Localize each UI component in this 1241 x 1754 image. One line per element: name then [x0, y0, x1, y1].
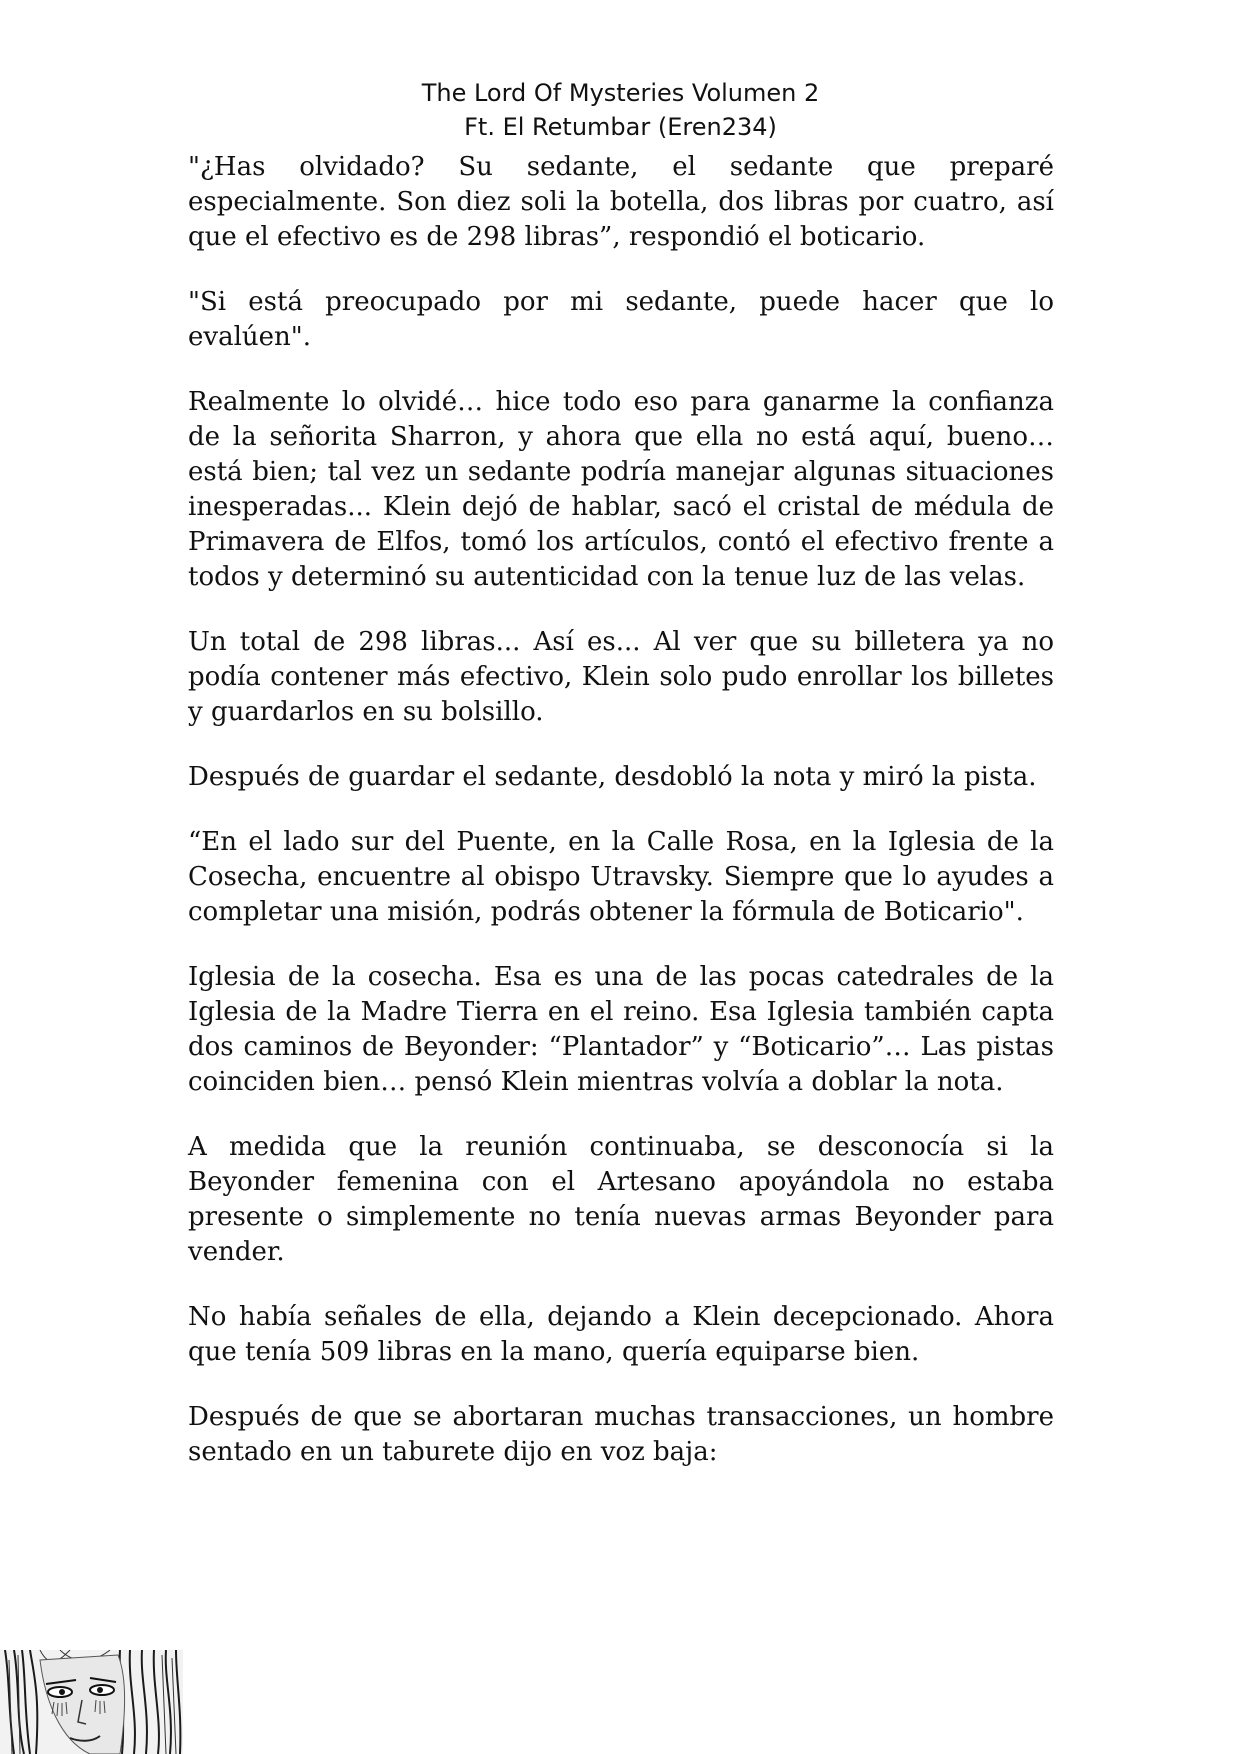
paragraph: Realmente lo olvidé… hice todo eso para ganarme la confianza de la señorita Sharron, y ahora que ella no está aquí, bueno… está bien; tal vez un sedante podría manejar algunas situaciones inesperadas... Klein dejó de hablar, sacó el cristal de médula de Primavera de Elfos, tomó los artículos, contó el efectivo frente a todos y determinó su autenticidad con la tenue luz de las velas. — [188, 387, 1054, 592]
paragraph: No había señales de ella, dejando a Klein decepcionado. Ahora que tenía 509 libras en la mano, quería equiparse bien. — [188, 1302, 1054, 1367]
paragraph: Después de guardar el sedante, desdobló la nota y miró la pista. — [188, 762, 1037, 792]
document-subtitle: Ft. El Retumbar (Eren234) — [464, 113, 777, 141]
body-text — [188, 150, 1054, 1500]
paragraph: Un total de 298 libras... Así es... Al ver que su billetera ya no podía contener más efectivo, Klein solo pudo enrollar los billetes y guardarlos en su bolsillo. — [188, 627, 1054, 727]
paragraph: “En el lado sur del Puente, en la Calle Rosa, en la Iglesia de la Cosecha, encuentre al obispo Utravsky. Siempre que lo ayudes a completar una misión, podrás obtener la fórmula de Boticario". — [188, 827, 1054, 927]
document-title: The Lord Of Mysteries Volumen 2 — [421, 79, 820, 107]
portrait-sketch-icon — [0, 1650, 183, 1754]
paragraph: "¿Has olvidado? Su sedante, el sedante que preparé especialmente. Son diez soli la botella, dos libras por cuatro, así que el efectivo es de 298 libras”, respondió el boticario. — [188, 152, 1054, 252]
paragraph: A medida que la reunión continuaba, se desconocía si la Beyonder femenina con el Artesano apoyándola no estaba presente o simplemente no tenía nuevas armas Beyonder para vender. — [188, 1132, 1054, 1267]
paragraph: Iglesia de la cosecha. Esa es una de las pocas catedrales de la Iglesia de la Madre Tierra en el reino. Esa Iglesia también capta dos caminos de Beyonder: “Plantador” y “Boticario”… Las pistas coinciden bien… pensó Klein mientras volvía a doblar la nota. — [188, 962, 1054, 1097]
paragraph: Después de que se abortaran muchas transacciones, un hombre sentado en un taburete dijo en voz baja: — [188, 1402, 1054, 1467]
paragraph: "Si está preocupado por mi sedante, puede hacer que lo evalúen". — [188, 287, 1054, 352]
